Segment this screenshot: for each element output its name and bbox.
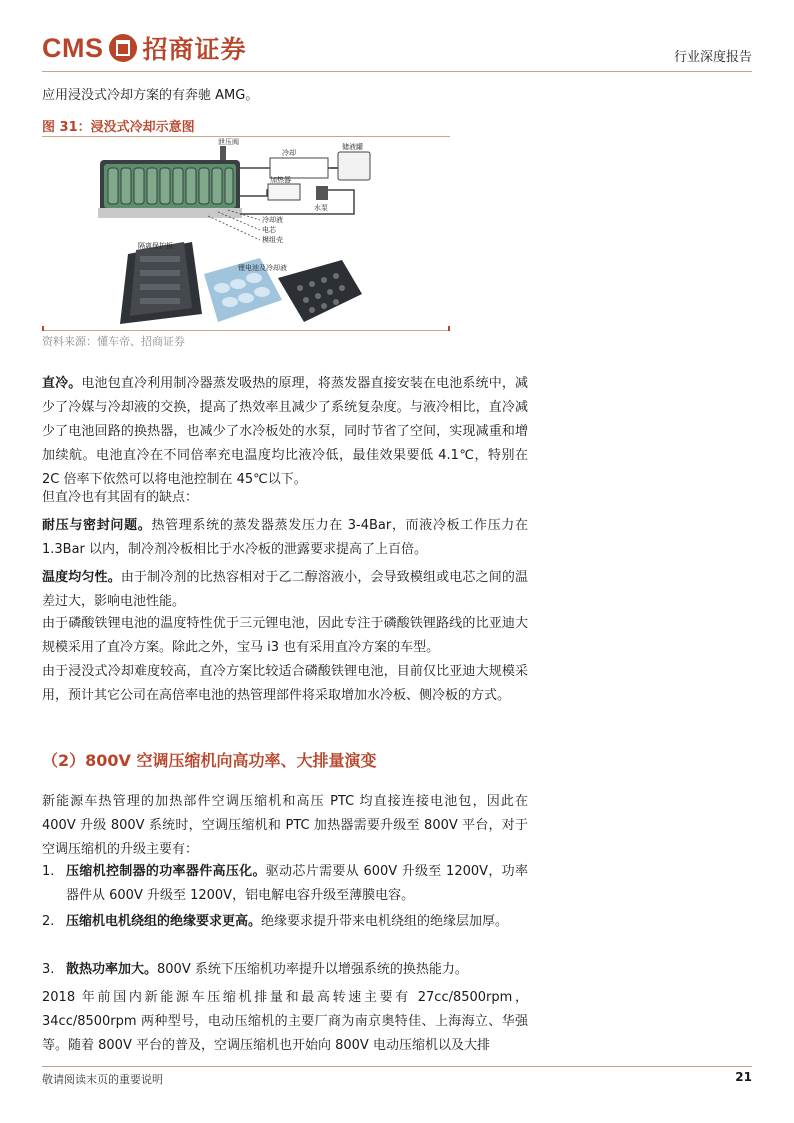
list-text: 驱动芯片需要从 600V 升级至 1200V，功率器件从 600V 升级至 1200V，铝电解电容升级至薄膜电容。 bbox=[66, 864, 528, 903]
paragraph-direct-cooling bbox=[42, 372, 528, 492]
label-heater: 加热器 bbox=[270, 176, 291, 184]
paragraph-immersion-difficulty: 由于浸没式冷却难度较高，直冷方案比较适合磷酸铁锂电池，目前仅比亚迪大规模采用，预计其它公司在高倍率电池的热管理部件将采取增加水冷板、侧冷板的方式。 bbox=[42, 664, 528, 703]
list-lead: 压缩机控制器的功率器件高压化。 bbox=[66, 864, 266, 879]
list-lead: 压缩机电机绕组的绝缘要求更高。 bbox=[66, 914, 262, 929]
figure-source: 资料来源：懂车帝、招商证券 bbox=[42, 335, 185, 348]
paragraph-800v-compressor: 新能源车热管理的加热部件空调压缩机和高压 PTC 均直接连接电池包，因此在 400V 升级 800V 系统时，空调压缩机和 PTC 加热器需要升级至 800V 平台，对于空调压缩机的升级主要有： bbox=[42, 794, 528, 857]
paragraph-body: 电池包直冷利用制冷器蒸发吸热的原理，将蒸发器直接安装在电池系统中，减少了冷媒与冷却液的交换，提高了热效率且减少了系统复杂度。与液冷相比，直冷减少了电池回路的换热器，也减少了水冷板处的水泵，同时节省了空间，实现减重和增加续航。电池直冷在不同倍率充电温度均比液冷低，最佳效果要低 4.1℃，特别在 2C 倍率下依然可以将电池控制在 45℃以下。 bbox=[42, 376, 528, 487]
paragraph-lead: 直冷。 bbox=[42, 376, 82, 391]
logo-company-name: 招商证券 bbox=[142, 35, 247, 64]
paragraph-lead: 温度均匀性。 bbox=[42, 570, 121, 585]
list-lead: 散热功率加大。 bbox=[66, 962, 158, 977]
diagram-svg bbox=[42, 138, 450, 330]
paragraph-lead: 耐压与密封问题。 bbox=[42, 518, 152, 533]
footer-disclaimer: 敬请阅读末页的重要说明 bbox=[42, 1073, 163, 1086]
list-number: 3. bbox=[42, 962, 55, 977]
list-content bbox=[66, 958, 528, 982]
pump-graphic bbox=[316, 186, 328, 200]
paragraph-body: 由于制冷剂的比热容相对于乙二醇溶液小，会导致模组或电芯之间的温差过大，影响电池性能。 bbox=[42, 570, 528, 609]
paragraph-pressure-sealing bbox=[42, 514, 528, 562]
figure-corner-mark-right bbox=[448, 326, 450, 331]
header-divider bbox=[42, 71, 752, 72]
logo-cms-text: CMS bbox=[42, 32, 104, 63]
paragraph-lfp-byd: 由于磷酸铁锂电池的温度特性优于三元锂电池，因此专注于磷酸铁锂路线的比亚迪大规模采用了直冷方案。除此之外，宝马 i3 也有采用直冷方案的车型。 bbox=[42, 616, 528, 655]
page-number: 21 bbox=[735, 1070, 752, 1084]
list-text: 800V 系统下压缩机功率提升以增强系统的换热能力。 bbox=[157, 962, 468, 977]
paragraph-compressor-market: 2018 年前国内新能源车压缩机排量和最高转速主要有 27cc/8500rpm，34cc/8500rpm 两种型号，电动压缩机的主要厂商为南京奥特佳、上海海立、华强等。随着 800V 平台的普及，空调压缩机也开始向 800V 电动压缩机以及大排 bbox=[42, 990, 528, 1053]
figure-bottom-rule bbox=[42, 330, 450, 331]
figure-corner-mark-left bbox=[42, 326, 44, 331]
label-valve: 泄压阀 bbox=[218, 138, 239, 146]
immersion-cooling-diagram bbox=[42, 138, 450, 330]
list-number: 2. bbox=[42, 914, 55, 929]
list-text: 绝缘要求提升带来电机绕组的绝缘层加厚。 bbox=[261, 914, 509, 929]
paragraph-drawbacks: 但直冷也有其固有的缺点： bbox=[42, 490, 199, 505]
label-cooling: 冷却 bbox=[282, 149, 296, 157]
battery-pack-graphic bbox=[98, 146, 242, 218]
list-item bbox=[42, 910, 528, 934]
list-item bbox=[42, 958, 528, 982]
label-module-shell: 模组壳 bbox=[262, 236, 283, 244]
label-tank: 储液罐 bbox=[342, 143, 363, 151]
paragraph-temperature-uniformity bbox=[42, 566, 528, 614]
list-content bbox=[66, 860, 528, 908]
label-cell: 电芯 bbox=[262, 226, 276, 234]
tank-graphic bbox=[338, 152, 370, 180]
report-type: 行业深度报告 bbox=[673, 50, 752, 65]
figure-top-rule bbox=[42, 136, 450, 137]
label-pump: 水泵 bbox=[314, 204, 328, 212]
heater-graphic bbox=[268, 184, 300, 200]
intro-text: 应用浸没式冷却方案的有奔驰 AMG。 bbox=[42, 88, 259, 103]
figure-title: 图 31：浸没式冷却示意图 bbox=[42, 120, 195, 135]
list-content bbox=[66, 910, 528, 934]
company-logo bbox=[42, 30, 247, 66]
label-coolant: 冷却液 bbox=[262, 216, 283, 224]
list-number: 1. bbox=[42, 864, 55, 879]
footer-divider bbox=[42, 1066, 752, 1067]
list-item bbox=[42, 860, 528, 908]
cooler-box bbox=[270, 158, 328, 178]
logo-emblem-icon bbox=[109, 34, 137, 62]
section-heading: （2）800V 空调压缩机向高功率、大排量演变 bbox=[42, 751, 377, 770]
label-cell-coolant: 锂电池及冷却液 bbox=[238, 264, 287, 272]
exploded-module-graphic bbox=[120, 242, 362, 324]
paragraph-body: 热管理系统的蒸发器蒸发压力在 3-4Bar，而液冷板工作压力在 1.3Bar 以内，制冷剂冷板相比于水冷板的泄露要求提高了上百倍。 bbox=[42, 518, 528, 557]
label-insulation: 隔离保护板 bbox=[138, 242, 173, 250]
